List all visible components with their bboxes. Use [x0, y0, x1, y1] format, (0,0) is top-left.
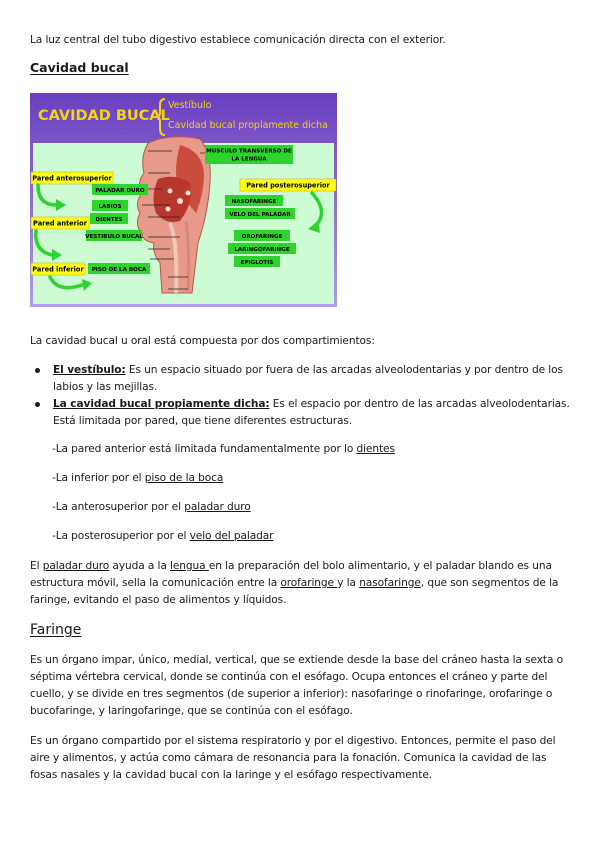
label-pared-posterosuperior: Pared posterosuperior: [246, 181, 330, 190]
list-item: [30, 362, 575, 396]
link-nasofaringe: nasofaringe: [359, 577, 421, 589]
link-paladar-duro-2: paladar duro: [42, 560, 110, 572]
wall-line-anterior: -La pared anterior está limitada fundamentalmente por lo dientes: [52, 443, 395, 455]
label-vestibulo-bucal: VESTIBULO BUCAL: [85, 234, 143, 240]
faringe-paragraph-2: Es un órgano compartido por el sistema respiratorio y por el digestivo. Entonces, permite el paso del aire y alimentos, y actúa como cámara de resonancia para la fonación. Comunica la cavidad de las fosas nasales y la cavidad bucal con la laringe y el esófago respectivamente.: [30, 735, 556, 781]
paladar-paragraph: El paladar duro ayuda a la lengua en la preparación del bolo alimentario, y el paladar blando es una estructura móvil, sella la comunicación entre la orofaringe y la nasofaringe, que son segmentos de la faringe, evitando el paso de alimentos y líquidos.: [30, 560, 559, 606]
heading-faringe: Faringe: [30, 622, 82, 638]
label-labios: LABIOS: [98, 204, 122, 210]
brace-item-vestibulo: Vestíbulo: [168, 100, 212, 111]
label-pared-anterior: Pared anterior: [33, 219, 87, 228]
composition-paragraph: La cavidad bucal u oral está compuesta por dos compartimientos:: [30, 335, 375, 347]
label-epiglotis: EPIGLOTIS: [240, 260, 274, 266]
bullet-term: El vestíbulo:: [53, 364, 126, 376]
label-musculo-1: MUSCULO TRANSVERSO DE: [206, 148, 292, 155]
compartment-list: [30, 362, 575, 430]
heading-cavidad-bucal: Cavidad bucal: [30, 60, 129, 75]
link-orofaringe: orofaringe: [280, 577, 338, 589]
label-nasofaringe: NASOFARINGE: [231, 199, 277, 205]
label-pared-anterosuperior: Pared anterosuperior: [32, 174, 112, 183]
wall-line-anterosuperior: -La anterosuperior por el paladar duro: [52, 501, 251, 513]
label-paladar-duro: PALADAR DURO: [95, 188, 145, 194]
label-velo-paladar: VELO DEL PALADAR: [229, 212, 291, 218]
bullet-term: La cavidad bucal propiamente dicha:: [53, 398, 270, 410]
link-piso-boca: piso de la boca: [144, 472, 224, 484]
brace-item-cavidad: Cavidad bucal proplamente dicha: [168, 120, 328, 131]
label-piso-boca: PISO DE LA BOCA: [91, 267, 147, 273]
label-musculo-2: LA LENGUA: [231, 156, 267, 163]
bullet-icon: [35, 368, 40, 373]
label-laringofaringe: LARINGOFARINGE: [234, 247, 290, 253]
wall-line-posterosuperior: -La posterosuperior por el velo del paladar: [52, 530, 274, 542]
figure-cavidad-bucal: [30, 93, 337, 307]
label-orofaringe: OROFARINGE: [241, 234, 283, 240]
link-velo-paladar: velo del paladar: [189, 530, 274, 542]
label-dientes: DIENTES: [95, 217, 123, 223]
link-lengua: lengua: [170, 560, 209, 572]
bullet-icon: [35, 402, 40, 407]
faringe-paragraph-1: Es un órgano impar, único, medial, vertical, que se extiende desde la base del cráneo hasta la sexta o séptima vértebra cervical, donde se continúa con el esófago. Ocupa entonces el cráneo y parte del cuello, y se divide en tres segmentos (de superior a inferior): nasofaringe o rinofaringe, orofaringe o bucofaringe, y laringofaringe, que se continúa con el esófago.: [30, 654, 564, 717]
label-pared-inferior: Pared inferior: [32, 265, 84, 274]
link-dientes: dientes: [356, 443, 395, 455]
intro-paragraph: La luz central del tubo digestivo establece comunicación directa con el exterior.: [30, 34, 446, 46]
wall-line-inferior: -La inferior por el piso de la boca: [52, 472, 224, 484]
figure-title: CAVIDAD BUCAL: [38, 108, 170, 124]
bullet-text: Es un espacio situado por fuera de las arcadas alveolodentarias y por dentro de los labios y las mejillas.: [53, 364, 563, 393]
list-item: [30, 396, 575, 430]
link-paladar-duro: paladar duro: [184, 501, 251, 513]
bullet-text: Es el espacio por dentro de las arcadas alveolodentarias. Está limitada por pared, que tiene diferentes estructuras.: [53, 398, 570, 427]
